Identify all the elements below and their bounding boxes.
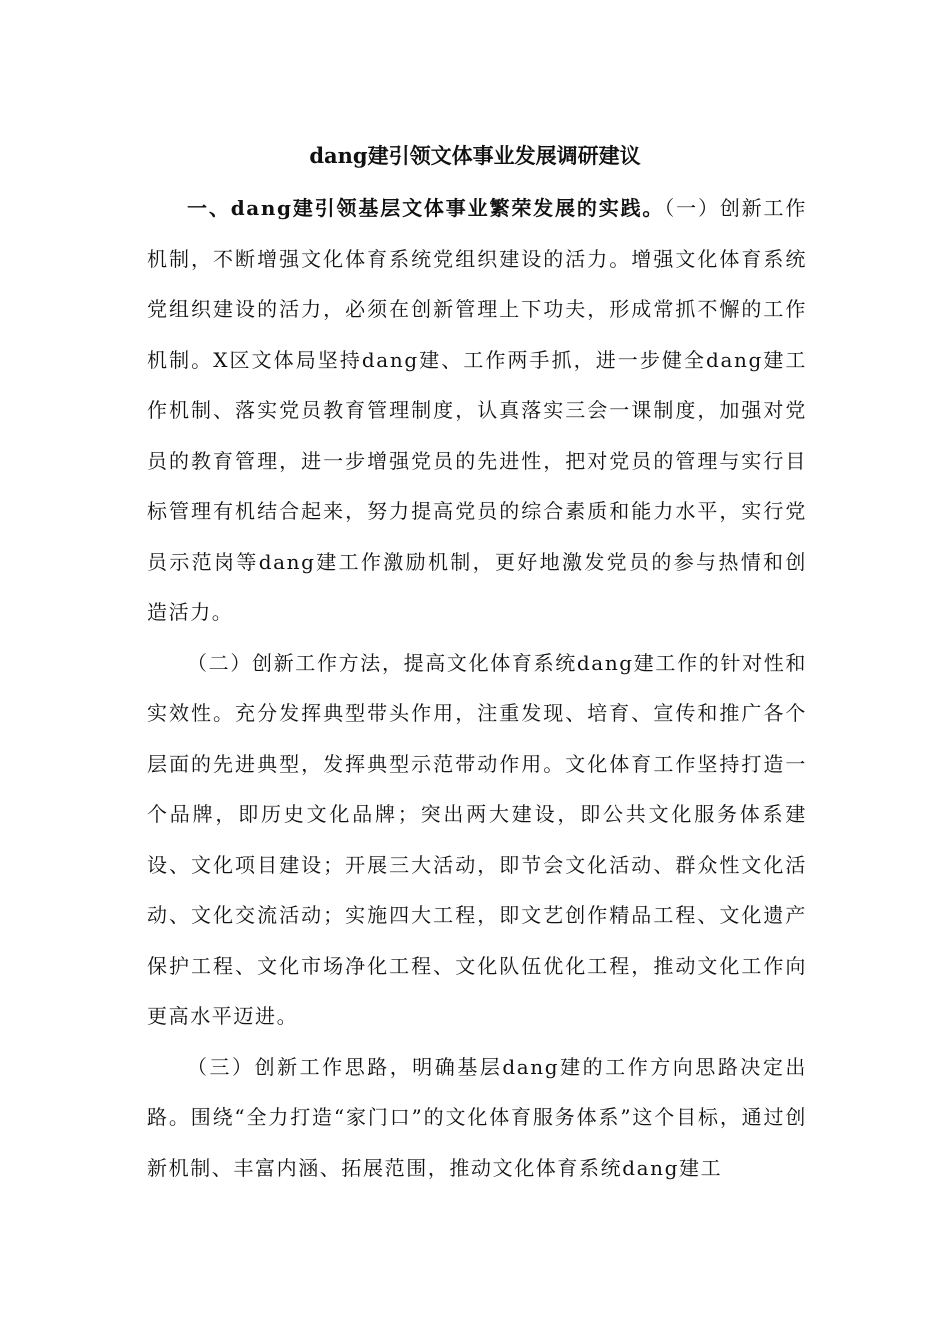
paragraph-1 <box>147 183 807 638</box>
document-title: dang建引领文体事业发展调研建议 <box>309 143 641 168</box>
paragraph-3: （三）创新工作思路，明确基层dang建的工作方向思路决定出路。围绕“全力打造“家门口”的文化体育服务体系”这个目标，通过创新机制、丰富内涵、拓展范围，推动文化体育系统dang建工 <box>147 1054 807 1180</box>
paragraph-text: （一）创新工作机制，不断增强文化体育系统党组织建设的活力。增强文化体育系统党组织建设的活力，必须在创新管理上下功夫，形成常抓不懈的工作机制。X区文体局坚持dang建、工作两手抓，进一步健全dang建工作机制、落实党员教育管理制度，认真落实三会一课制度，加强对党员的教育管理，进一步增强党员的先进性，把对党员的管理与实行目标管理有机结合起来，努力提高党员的综合素质和能力水平，实行党员示范岗等dang建工作激励机制，更好地激发党员的参与热情和创造活力。 <box>147 196 807 624</box>
document-body <box>147 183 807 1193</box>
paragraph-2: （二）创新工作方法，提高文化体育系统dang建工作的针对性和实效性。充分发挥典型带头作用，注重发现、培育、宣传和推广各个层面的先进典型，发挥典型示范带动作用。文化体育工作坚持打造一个品牌，即历史文化品牌；突出两大建设，即公共文化服务体系建设、文化项目建设；开展三大活动，即节会文化活动、群众性文化活动、文化交流活动；实施四大工程，即文艺创作精品工程、文化遗产保护工程、文化市场净化工程、文化队伍优化工程，推动文化工作向更高水平迈进。 <box>147 650 807 1028</box>
section-heading: 一、dang建引领基层文体事业繁荣发展的实践。 <box>187 196 665 220</box>
